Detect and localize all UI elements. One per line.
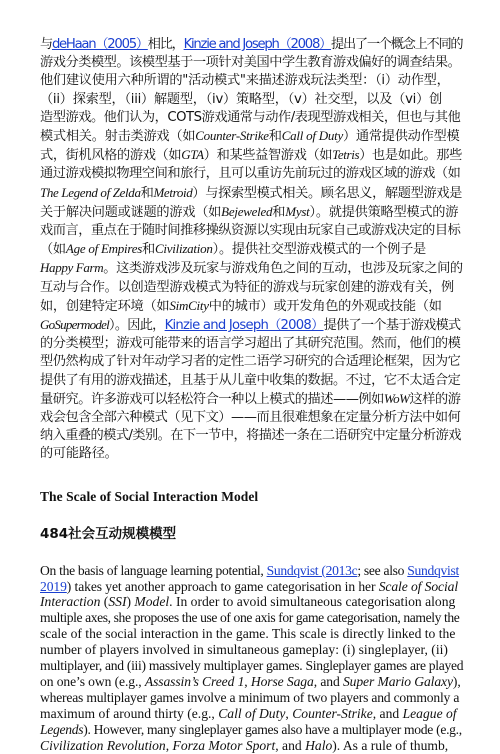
text-line: On the basis of language learning potential, Sundqvist (2013c; see also Sundqvist	[40, 562, 459, 578]
game-title: GoSupermodel	[40, 317, 109, 333]
text-line: 模式相关。射击类游戏（如Counter-Strike和Call of Duty）通常提供动作型模	[40, 128, 460, 145]
citation-link-kinzie-joseph[interactable]: Kinzie and Joseph（2008）	[164, 318, 324, 334]
citation-link-sundqvist-2019-year[interactable]: 2019	[40, 578, 67, 594]
text-line: 型仍然构成了针对年动学习者的定性二语学习研究的合适理论框架，因为它	[40, 354, 461, 370]
game-title: WoW	[383, 390, 410, 406]
citation-link-dehaan[interactable]: deHaan（2005）	[51, 37, 148, 52]
text-line: （如Age of Empires和Civilization）。提供社交型游戏模式的一个例子是	[40, 241, 426, 258]
game-title: Counter-Strike	[195, 128, 269, 144]
text-line: multiplayer, and (iii) massively multiplayer games. Singleplayer games are played	[40, 658, 464, 674]
text-line: 通过游戏模拟物理空间和旅行，且可以重访先前玩过的游戏区域的游戏（如	[40, 166, 461, 182]
chinese-paragraph	[40, 36, 463, 464]
text-line: The Legend of Zelda和Metroid）与探索型模式相关。顾名思义，解题型游戏是	[40, 184, 462, 201]
text-line: 2019) takes yet another approach to game categorisation in her Scale of Social	[40, 578, 459, 594]
text-line: whereas multiplayer games involve a minimum of two players and commonly a	[40, 689, 460, 705]
text-line: multiple axes, she proposes the use of one axis for game categorisation, namely the	[40, 610, 460, 626]
game-title: Legends	[40, 721, 84, 737]
game-title: Forza Motor Sport	[172, 737, 276, 753]
text-line: 如，创建特定环境（如SimCity中的城市）或开发角色的外观或技能（如	[40, 297, 442, 314]
game-title: Happy Farm	[40, 260, 104, 276]
text-line: 纳入重叠的模式/类别。在下一节中，将描述一条在二语研究中定量分析游戏	[40, 428, 461, 444]
game-title: League of	[402, 705, 457, 721]
game-title: The Legend of Zelda	[40, 184, 141, 200]
game-title: Age of Empires	[65, 241, 143, 257]
section-heading-chinese: 484社会互动规模模型	[40, 525, 177, 542]
text-line: 关于解决问题或谜题的游戏（如Bejeweled和Myst）。就提供策略型模式的游	[40, 203, 459, 220]
text-line: 的分类模型；游戏可能带来的语言学习超出了其研究范围。然而，他们的模	[40, 336, 461, 352]
text-line: 戏而言，重点在于随时间推移操纵资源以实现由玩家自己或游戏决定的目标	[40, 223, 461, 239]
text-line: 式，街机风格的游戏（如GTA）和某些益智游戏（如Tetris）也是如此。那些	[40, 147, 462, 164]
text-line: 与deHaan（2005）相比，Kinzie and Joseph（2008）提出了一个概念上不同的	[40, 37, 463, 52]
text-line: on one’s own (e.g., Assassin’s Creed 1, Horse Saga, and Super Mario Galaxy),	[40, 674, 461, 690]
game-title: Horse Saga	[250, 674, 314, 690]
text-line: 的可能路径。	[40, 446, 118, 462]
game-title: Civilization	[154, 241, 213, 257]
document-page	[40, 36, 463, 754]
text-line: Civilization Revolution, Forza Motor Sport, and Halo). As a rule of thumb,	[40, 737, 449, 753]
game-title: Metroid	[153, 184, 193, 200]
game-title: Assassin’s Creed 1	[144, 674, 245, 690]
game-title: Myst	[285, 203, 310, 219]
game-title: GTA	[181, 147, 204, 163]
game-title: Call of Duty	[218, 705, 286, 721]
game-title: Call of Duty	[281, 128, 343, 144]
text-line: GoSupermodel）。因此，Kinzie and Joseph（2008）提供了一个基于游戏模式	[40, 317, 461, 334]
text-line: Legends). However, many singleplayer games also have a multiplayer mode (e.g.,	[40, 721, 462, 737]
game-title: Bejeweled	[221, 203, 273, 219]
game-title: Tetris	[332, 147, 360, 163]
text-line: maximum of around thirty (e.g., Call of Duty, Counter-Strike, and League of	[40, 705, 457, 721]
text-line: （ii）探索型，（iii）解题型，（iv）策略型，（v）社交型，以及（vi）创	[40, 91, 442, 107]
text-line: 他们建议使用六种所谓的"活动模式"来描述游戏玩法类型：（i）动作型，	[40, 73, 450, 89]
text-line: number of players involved in simultaneous gameplay: (i) singleplayer, (ii)	[40, 642, 448, 658]
game-title: Civilization Revolution	[40, 737, 166, 753]
section-heading-english: The Scale of Social Interaction Model	[40, 488, 259, 504]
citation-link-sundqvist-2013c[interactable]: Sundqvist (2013c	[266, 562, 358, 578]
citation-link-sundqvist-2019[interactable]: Sundqvist	[407, 562, 459, 578]
citation-link-kinzie-joseph[interactable]: Kinzie and Joseph（2008）	[183, 37, 332, 52]
text-line: 游戏分类模型。该模型基于一项针对美国中学生教育游戏偏好的调查结果。	[40, 55, 461, 71]
game-title: Halo	[305, 737, 333, 753]
game-title: SimCity	[169, 297, 209, 313]
text-line: Interaction (SSI) Model. In order to avoid simultaneous categorisation along	[40, 594, 456, 610]
text-line: Happy Farm。这类游戏涉及玩家与游戏角色之间的互动，也涉及玩家之间的	[40, 260, 463, 277]
english-paragraph	[40, 563, 463, 754]
text-line: 互动与合作。以创造型游戏模式为特征的游戏与玩家创建的游戏有关，例	[40, 279, 454, 295]
text-line: 戏会包含全部六种模式（见下文）——而且很难想象在定量分析方法中如何	[40, 410, 461, 426]
game-title: Super Mario Galaxy	[342, 674, 453, 690]
text-line: scale of the social interaction in the game. This scale is directly linked to the	[40, 626, 456, 642]
text-line: 造型游戏。他们认为，COTS游戏通常与动作/表现型游戏相关，但也与其他	[40, 109, 461, 125]
game-title: Counter-Strike	[292, 705, 373, 721]
text-line: 提供了有用的游戏描述，且基于从儿童中收集的数据。不过，它不太适合定	[40, 372, 461, 388]
text-line: 量研究。许多游戏可以轻松符合一种以上模式的描述——例如WoW这样的游	[40, 390, 461, 407]
